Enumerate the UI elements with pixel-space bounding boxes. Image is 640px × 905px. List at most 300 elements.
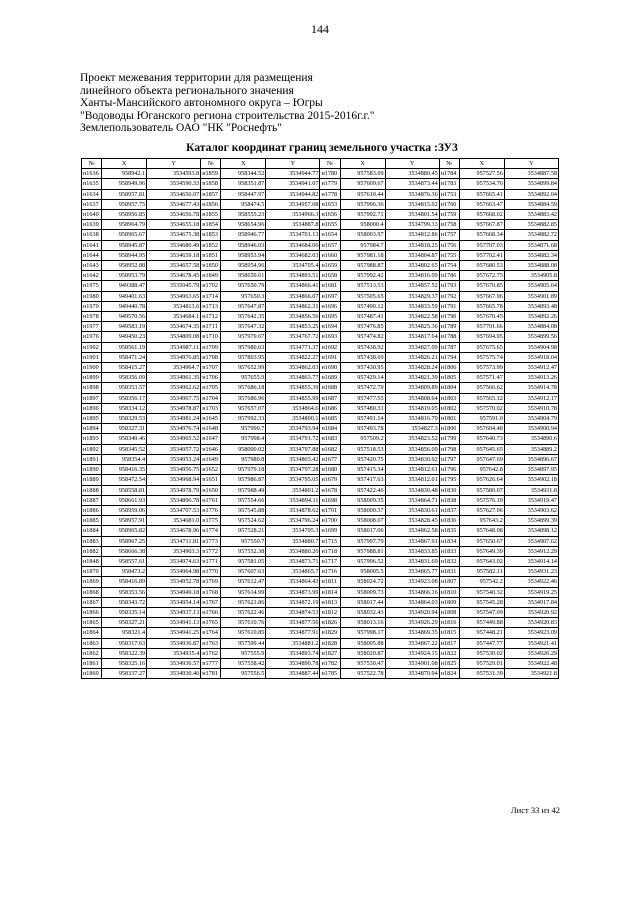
x-coordinate-cell: 957675.65 [459,342,504,352]
x-coordinate-cell: 958956.85 [102,210,147,220]
point-number-cell: н1712 [201,312,221,322]
y-coordinate-cell: 3534833.85 [385,546,439,556]
y-coordinate-cell: 3534864.03 [385,597,439,607]
point-number-cell: н1711 [201,322,221,332]
y-coordinate-cell: 3534677.43 [147,199,201,209]
point-number-cell: н1863 [82,638,102,648]
y-coordinate-cell: 3534904.98 [504,342,558,352]
x-coordinate-cell: 957547.09 [459,607,504,617]
x-coordinate-cell: 957998.17 [340,628,385,638]
y-coordinate-cell: 3534910.78 [504,403,558,413]
y-coordinate-cell: 3534931.23 [504,567,558,577]
x-coordinate-cell: 958661.93 [102,495,147,505]
y-coordinate-cell: 3534877.56 [266,618,320,628]
x-coordinate-cell: 957647.87 [221,301,266,311]
point-number-cell: н1646 [201,444,221,454]
x-coordinate-cell: 958334.12 [102,403,147,413]
table-row [82,291,559,301]
point-number-cell: н1647 [201,434,221,444]
y-coordinate-cell: 3534978.87 [147,403,201,413]
y-coordinate-cell: 3534797.88 [266,444,320,454]
point-number-cell: н1684 [320,424,340,434]
y-coordinate-cell: 3534874.53 [266,607,320,617]
point-number-cell: н1896 [82,403,102,413]
y-coordinate-cell: 3534887.58 [504,169,558,179]
point-number-cell: н1650 [201,485,221,495]
point-number-cell: н1683 [320,434,340,444]
y-coordinate-cell: 3534593.8 [147,169,201,179]
y-coordinate-cell: 3534830.48 [385,485,439,495]
y-coordinate-cell: 3534918.04 [504,352,558,362]
table-row [82,526,559,536]
y-coordinate-cell: 3534936.57 [147,658,201,668]
x-coordinate-cell: 957599.44 [221,638,266,648]
point-number-cell: н1760 [439,199,459,209]
point-number-cell: н1639 [82,220,102,230]
point-number-cell: н1893 [82,434,102,444]
x-coordinate-cell: 957420.75 [340,454,385,464]
point-number-cell: н1804 [439,383,459,393]
y-coordinate-cell: 3534902.18 [504,475,558,485]
y-coordinate-cell: 3534830.92 [385,454,439,464]
table-row [82,618,559,628]
x-coordinate-cell: 958325.16 [102,658,147,668]
x-coordinate-cell: 957528.21 [221,526,266,536]
y-coordinate-cell: 3534926.29 [504,648,558,658]
point-number-cell: н1888 [82,485,102,495]
point-number-cell: н1901 [82,352,102,362]
x-coordinate-cell: 958952.88 [102,261,147,271]
point-number-cell: н1779 [320,179,340,189]
y-coordinate-cell: 3534590.33 [147,179,201,189]
point-number-cell: н1698 [320,495,340,505]
x-coordinate-cell: 958957.75 [102,199,147,209]
x-coordinate-cell: 957670.45 [459,312,504,322]
point-number-cell: н1686 [320,403,340,413]
x-coordinate-cell: 957591.0 [459,414,504,424]
x-coordinate-cell: 957438.69 [340,352,385,362]
x-coordinate-cell: 957422.46 [340,485,385,495]
x-coordinate-cell: 958555.23 [221,210,266,220]
point-number-cell: н1897 [82,393,102,403]
x-coordinate-cell: 958471.24 [102,352,147,362]
point-number-cell: н1681 [320,281,340,291]
y-coordinate-cell: 3534862.03 [266,363,320,373]
y-coordinate-cell: 3534903.3 [147,546,201,556]
table-row [82,505,559,515]
y-coordinate-cell: 3534862.58 [385,526,439,536]
x-coordinate-cell: 957803.95 [221,352,266,362]
x-coordinate-cell: 957415.34 [340,465,385,475]
x-coordinate-cell: 958000.02 [221,444,266,454]
point-number-cell: н1813 [320,597,340,607]
point-number-cell: н1831 [439,567,459,577]
column-header: X [459,159,504,169]
y-coordinate-cell: 3534968.94 [147,475,201,485]
x-coordinate-cell: 957667.87 [459,220,504,230]
point-number-cell: н1849 [201,271,221,281]
point-number-cell: н1799 [439,434,459,444]
point-number-cell: н1892 [82,444,102,454]
x-coordinate-cell: 957604.48 [459,424,504,434]
point-number-cell: н1707 [201,363,221,373]
x-coordinate-cell: 957988.49 [221,485,266,495]
y-coordinate-cell: 3534963.65 [147,291,201,301]
x-coordinate-cell: 958005.5 [340,567,385,577]
x-coordinate-cell: 957627.06 [459,505,504,515]
y-coordinate-cell: 3534912.29 [504,546,558,556]
point-number-cell: н1812 [320,607,340,617]
point-number-cell: н1889 [82,475,102,485]
y-coordinate-cell: 3534965.52 [147,434,201,444]
y-coordinate-cell: 3534882.85 [504,220,558,230]
x-coordinate-cell: 957554.66 [221,495,266,505]
y-coordinate-cell: 3534828.24 [385,363,439,373]
point-number-cell: н1816 [439,618,459,628]
x-coordinate-cell: 958353.56 [102,587,147,597]
x-coordinate-cell: 958327.21 [102,618,147,628]
point-number-cell: н1793 [439,281,459,291]
y-coordinate-cell: 3534857.52 [385,281,439,291]
x-coordinate-cell: 957981.18 [340,250,385,260]
y-coordinate-cell: 3534828.45 [385,516,439,526]
y-coordinate-cell: 3534855.99 [266,393,320,403]
x-coordinate-cell: 957581.05 [221,556,266,566]
x-coordinate-cell: 949450.23 [102,332,147,342]
y-coordinate-cell: 3534678.96 [147,526,201,536]
point-number-cell: н1895 [82,414,102,424]
x-coordinate-cell: 958020.87 [340,648,385,658]
table-row [82,363,559,373]
point-number-cell: н1791 [439,301,459,311]
table-row [82,577,559,587]
x-coordinate-cell: 957527.56 [459,169,504,179]
point-number-cell: н1829 [320,628,340,638]
y-coordinate-cell: 3534863.77 [266,373,320,383]
y-coordinate-cell: 3534659.18 [147,250,201,260]
table-row [82,301,559,311]
point-number-cell: н1695 [320,312,340,322]
y-coordinate-cell: 3534827.09 [385,342,439,352]
x-coordinate-cell: 957530.47 [340,658,385,668]
point-number-cell: н1705 [201,383,221,393]
table-row [82,546,559,556]
x-coordinate-cell: 957545.28 [459,597,504,607]
point-number-cell: н1883 [82,536,102,546]
x-coordinate-cell: 958965.67 [102,230,147,240]
table-row [82,373,559,383]
y-coordinate-cell: 3534887.44 [266,669,320,679]
x-coordinate-cell: 958317.63 [102,638,147,648]
x-coordinate-cell: 957668.34 [459,230,504,240]
point-number-cell: н1807 [439,577,459,587]
column-header: № [82,159,102,169]
y-coordinate-cell: 3534864.71 [385,495,439,505]
point-number-cell: н1857 [201,189,221,199]
point-number-cell: н1785 [320,669,340,679]
x-coordinate-cell: 958957.91 [102,516,147,526]
y-coordinate-cell: 3534864.43 [266,577,320,587]
x-coordinate-cell: 957621.86 [221,597,266,607]
y-coordinate-cell: 3534922.48 [504,658,558,668]
y-coordinate-cell: 3534919.47 [504,495,558,505]
point-number-cell: н1706 [201,373,221,383]
point-number-cell: н1980 [82,291,102,301]
point-number-cell: н1900 [82,363,102,373]
table-row [82,322,559,332]
point-number-cell: н1635 [82,179,102,189]
x-coordinate-cell: 958654.96 [221,220,266,230]
table-body [82,169,559,679]
y-coordinate-cell: 3534816.79 [385,414,439,424]
table-row [82,658,559,668]
y-coordinate-cell: 3534935.4 [147,648,201,658]
point-number-cell: н1704 [201,393,221,403]
y-coordinate-cell: 3534914.78 [504,383,558,393]
y-coordinate-cell: 3534862.31 [266,301,320,311]
column-header: № [201,159,221,169]
coordinates-table-wrapper [81,158,559,679]
column-header: Y [504,159,558,169]
x-coordinate-cell: 957565.12 [459,393,504,403]
point-number-cell: н1660 [320,250,340,260]
x-coordinate-cell: 958666.38 [102,546,147,556]
y-coordinate-cell: 3534678.45 [147,271,201,281]
column-header: Y [266,159,320,169]
y-coordinate-cell: 3534817.64 [385,332,439,342]
x-coordinate-cell: 957663.47 [459,199,504,209]
point-number-cell: н1765 [201,618,221,628]
point-number-cell: н1870 [82,567,102,577]
y-coordinate-cell: 3534656.07 [147,189,201,199]
y-coordinate-cell: 3534856.09 [385,444,439,454]
y-coordinate-cell: 3534920.92 [504,607,558,617]
x-coordinate-cell: 957652.99 [221,363,266,373]
x-coordinate-cell: 957550.7 [221,536,266,546]
x-coordinate-cell: 958349.46 [102,434,147,444]
y-coordinate-cell: 3534922.46 [504,577,558,587]
x-coordinate-cell: 957984.7 [340,240,385,250]
x-coordinate-cell: 958946.77 [221,230,266,240]
y-coordinate-cell: 3534881.2 [266,638,320,648]
point-number-cell: н1634 [82,189,102,199]
x-coordinate-cell: 957655.9 [221,373,266,383]
point-number-cell: н1754 [439,261,459,271]
document-header [80,72,580,135]
x-coordinate-cell: 957524.62 [221,516,266,526]
point-number-cell: н1817 [439,638,459,648]
point-number-cell: н1677 [320,454,340,464]
y-coordinate-cell: 3534827.3 [385,424,439,434]
point-number-cell: н1767 [201,597,221,607]
y-coordinate-cell: 3534833.59 [385,301,439,311]
y-coordinate-cell: 3534931.8 [504,485,558,495]
point-number-cell: н1865 [82,618,102,628]
x-coordinate-cell: 958013.16 [340,618,385,628]
point-number-cell: н1773 [201,536,221,546]
y-coordinate-cell: 3534920.83 [504,618,558,628]
x-coordinate-cell: 957665.78 [459,301,504,311]
point-number-cell: н1716 [320,567,340,577]
y-coordinate-cell: 3534903.62 [504,505,558,515]
y-coordinate-cell: 3534865.7 [266,567,320,577]
column-header: X [340,159,385,169]
point-number-cell: н1753 [439,189,459,199]
y-coordinate-cell: 3534917.84 [504,597,558,607]
x-coordinate-cell: 957657.07 [221,403,266,413]
y-coordinate-cell: 3534705.4 [266,261,320,271]
x-coordinate-cell: 957992.42 [340,271,385,281]
point-number-cell: н1772 [201,546,221,556]
point-number-cell: н1682 [320,444,340,454]
point-number-cell: н1689 [320,373,340,383]
point-number-cell: н1836 [439,516,459,526]
x-coordinate-cell: 957680.53 [459,261,504,271]
x-coordinate-cell: 957447.77 [459,638,504,648]
point-number-cell: н1776 [201,505,221,515]
x-coordinate-cell: 958447.97 [221,189,266,199]
y-coordinate-cell: 3534799.33 [385,220,439,230]
y-coordinate-cell: 3534707.53 [147,505,201,515]
point-number-cell: н1796 [439,465,459,475]
point-number-cell: н1868 [82,587,102,597]
x-coordinate-cell: 957509.2 [340,434,385,444]
point-number-cell: н1890 [82,465,102,475]
x-coordinate-cell: 957448.21 [459,628,504,638]
x-coordinate-cell: 957996.52 [340,556,385,566]
y-coordinate-cell: 3534856.56 [266,312,320,322]
y-coordinate-cell: 3534896.67 [504,454,558,464]
y-coordinate-cell: 3534981.24 [147,414,201,424]
header-line-5: Землепользователь ОАО "НК "Роснефть" [80,122,282,135]
point-number-cell: н1887 [82,495,102,505]
x-coordinate-cell: 958335.14 [102,607,147,617]
y-coordinate-cell: 3534684.06 [266,240,320,250]
y-coordinate-cell: 3534684.1 [147,312,201,322]
x-coordinate-cell: 957429.14 [340,373,385,383]
x-coordinate-cell: 957980.8 [221,454,266,464]
x-coordinate-cell: 958416.89 [102,577,147,587]
x-coordinate-cell: 958953.94 [221,250,266,260]
y-coordinate-cell: 3534907.62 [504,536,558,546]
x-coordinate-cell: 957542.2 [459,577,504,587]
table-row [82,169,559,179]
point-number-cell: н1885 [82,516,102,526]
y-coordinate-cell: 3534822.27 [266,352,320,362]
x-coordinate-cell: 958322.39 [102,648,147,658]
point-number-cell: н1838 [439,495,459,505]
x-coordinate-cell: 958557.61 [102,556,147,566]
point-number-cell: н1759 [439,210,459,220]
point-number-cell: н1867 [82,597,102,607]
y-coordinate-cell: 3534923.09 [504,628,558,638]
table-row [82,638,559,648]
point-number-cell: н1688 [320,383,340,393]
x-coordinate-cell: 958959.06 [102,505,147,515]
y-coordinate-cell: 3534793.94 [266,424,320,434]
point-number-cell: н1851 [201,250,221,260]
x-coordinate-cell: 957650.67 [459,536,504,546]
y-coordinate-cell: 3534797.28 [266,465,320,475]
y-coordinate-cell: 3534823.52 [385,434,439,444]
x-coordinate-cell: 957650.79 [221,281,266,291]
y-coordinate-cell: 3534936.87 [147,638,201,648]
y-coordinate-cell: 3534926.29 [385,618,439,628]
point-number-cell: н1902 [82,342,102,352]
point-number-cell: н1655 [320,220,340,230]
point-number-cell: н1710 [201,332,221,342]
y-coordinate-cell: 3535045.79 [147,281,201,291]
y-coordinate-cell: 3534893.74 [266,648,320,658]
x-coordinate-cell: 957531.39 [459,669,504,679]
header-line-4: "Водоводы Юганского региона строительства 2015-2016г.г." [80,109,375,122]
table-row [82,220,559,230]
y-coordinate-cell: 3534831.69 [385,556,439,566]
point-number-cell: н1702 [201,281,221,291]
point-number-cell: н1833 [439,546,459,556]
y-coordinate-cell: 3534655.18 [147,220,201,230]
y-coordinate-cell: 3534887.8 [266,220,320,230]
x-coordinate-cell: 957650.3 [221,291,266,301]
table-row [82,352,559,362]
point-number-cell: н1641 [82,240,102,250]
point-number-cell: н1786 [439,271,459,281]
x-coordinate-cell: 957642.35 [221,312,266,322]
x-coordinate-cell: 958946.03 [221,240,266,250]
x-coordinate-cell: 957648.08 [459,526,504,536]
point-number-cell: н1850 [201,261,221,271]
x-coordinate-cell: 957642.8 [459,465,504,475]
point-number-cell: н1713 [201,301,221,311]
point-number-cell: н1648 [201,424,221,434]
y-coordinate-cell: 3534815.02 [385,199,439,209]
x-coordinate-cell: 957529.01 [459,658,504,668]
point-number-cell: н1762 [201,648,221,658]
x-coordinate-cell: 957610.85 [221,628,266,638]
table-row [82,189,559,199]
point-number-cell: н1703 [201,403,221,413]
point-number-cell: н1795 [439,475,459,485]
column-header: № [320,159,340,169]
y-coordinate-cell: 3534898.12 [504,526,558,536]
x-coordinate-cell: 957643.2 [459,516,504,526]
point-number-cell: н1659 [320,261,340,271]
point-number-cell: н1652 [201,465,221,475]
x-coordinate-cell: 958954.96 [221,261,266,271]
x-coordinate-cell: 957612.47 [221,577,266,587]
point-number-cell: н1835 [439,526,459,536]
x-coordinate-cell: 957667.96 [459,291,504,301]
y-coordinate-cell: 3534853.25 [266,322,320,332]
table-row [82,516,559,526]
x-coordinate-cell: 957668.02 [459,210,504,220]
y-coordinate-cell: 3534905.8 [504,271,558,281]
table-row [82,567,559,577]
table-row [82,393,559,403]
point-number-cell: н1853 [201,230,221,240]
x-coordinate-cell: 957477.55 [340,393,385,403]
y-coordinate-cell: 3534867.91 [385,536,439,546]
y-coordinate-cell: 3534855.39 [266,383,320,393]
x-coordinate-cell: 958337.27 [102,669,147,679]
y-coordinate-cell: 3534680.49 [147,240,201,250]
x-coordinate-cell: 957607.63 [221,567,266,577]
y-coordinate-cell: 3534871.68 [504,240,558,250]
point-number-cell: н1768 [201,587,221,597]
point-number-cell: н1638 [82,230,102,240]
x-coordinate-cell: 958329.53 [102,414,147,424]
x-coordinate-cell: 957622.46 [221,607,266,617]
